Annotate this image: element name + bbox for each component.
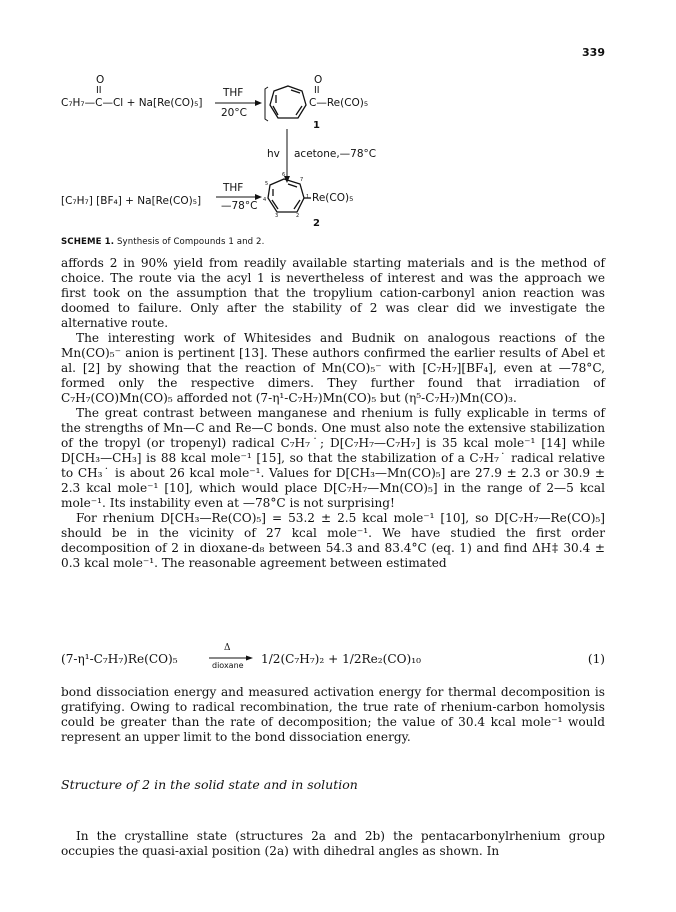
ring-locant-4: 4 bbox=[263, 197, 267, 203]
ring-locant-3: 3 bbox=[275, 213, 279, 219]
row1-solvent: THF bbox=[223, 87, 244, 99]
paragraph-2: The interesting work of Whitesides and Budnik on analogous reactions of the Mn(CO)₅⁻ anion is pertinent [13]. These authors confirmed the earlier results of Abel et al. [2] by showing that the reaction of Mn(CO)₅⁻ with [C₇H₇][BF₄], even at —78°C, formed only the respective dimers. They further found that irradiation of C₇H₇(CO)Mn(CO)₅ afforded not (7-η¹-C₇H₇)Mn(CO)₅ but (η⁵-C₇H₇)Mn(CO)₃. bbox=[61, 331, 605, 405]
product1-double-bond: II bbox=[314, 85, 320, 96]
product1-o: O bbox=[314, 74, 323, 86]
page-number: 339 bbox=[582, 46, 605, 59]
row1-reactants: C₇H₇—C—Cl + Na[Re(CO)₅] bbox=[61, 97, 203, 109]
row2-temperature: —78°C bbox=[221, 200, 258, 212]
equation-rhs: 1/2(C₇H₇)₂ + 1/2Re₂(CO)₁₀ bbox=[261, 652, 421, 666]
ring-locant-2: 2 bbox=[296, 213, 300, 219]
hv-label: hv bbox=[267, 148, 280, 160]
row2-solvent: THF bbox=[223, 182, 244, 194]
acyl-double-bond: II bbox=[96, 85, 102, 96]
equation-number: (1) bbox=[587, 652, 605, 666]
body-text bbox=[61, 256, 605, 571]
body-text-continued bbox=[61, 685, 605, 745]
body-text-final bbox=[61, 817, 605, 871]
cycloheptatriene-ring-2 bbox=[268, 179, 311, 212]
equation-heat: Δ bbox=[224, 643, 231, 653]
paragraph-1: affords 2 in 90% yield from readily available starting materials and is the method of choice. The route via the acyl 1 is nevertheless of interest and was the approach we first took on the assumption that the tropylium cation-carbonyl anion reaction was doomed to failure. Only after the stability of 2 was clear did we investigate the alternative route. bbox=[61, 256, 605, 330]
caption-text: Synthesis of Compounds 1 and 2. bbox=[116, 237, 265, 247]
ring-locant-5: 5 bbox=[265, 181, 269, 187]
paragraph-6: In the crystalline state (structures 2a and 2b) the pentacarbonylrhenium group occupies the quasi-axial position (2a) with dihedral angles as shown. In bbox=[61, 829, 605, 859]
paragraph-3: The great contrast between manganese and rhenium is fully explicable in terms of the strengths of Mn—C and Re—C bonds. One must also note the extensive stabilization of the tropyl (or tropenyl) radical C₇H₇˙; D[C₇H₇—C₇H₇] is 35 kcal mole⁻¹ [14] while D[CH₃—CH₃] is 88 kcal mole⁻¹ [15], so that the stabilization of a C₇H₇˙ radical relative to CH₃˙ is about 26 kcal mole⁻¹. Values for D[CH₃—Mn(CO)₅] are 27.9 ± 2.3 or 30.9 ± 2.3 kcal mole⁻¹ [10], which would place D[C₇H₇—Mn(CO)₅] in the range of 2—5 kcal mole⁻¹. Its instability even at —78°C is not surprising! bbox=[61, 406, 605, 510]
row1-arrowhead bbox=[255, 100, 262, 106]
caption-label: SCHEME 1. bbox=[61, 237, 115, 247]
cycloheptatriene-ring-1 bbox=[270, 86, 306, 118]
ring-locant-1: 1 bbox=[306, 194, 310, 200]
ring-locant-6: 6 bbox=[282, 172, 286, 178]
scheme-caption bbox=[61, 237, 264, 247]
paragraph-4: For rhenium D[CH₃—Re(CO)₅] = 53.2 ± 2.5 kcal mole⁻¹ [10], so D[C₇H₇—Re(CO)₅] should be in the vicinity of 27 kcal mole⁻¹. We have studied the first order decomposition of 2 in dioxane-d₈ between 54.3 and 83.4°C (eq. 1) and find ΔH‡ 30.4 ± 0.3 kcal mole⁻¹. The reasonable agreement between estimated bbox=[61, 511, 605, 570]
row1-temperature: 20°C bbox=[221, 107, 247, 119]
equation-lhs: (7-η¹-C₇H₇)Re(CO)₅ bbox=[61, 652, 178, 666]
ring-locant-7: 7 bbox=[300, 177, 304, 183]
product1-formula: C—Re(CO)₅ bbox=[309, 97, 369, 109]
compound-label-2: 2 bbox=[313, 218, 320, 229]
scheme-drawing bbox=[0, 0, 676, 250]
equation-solvent: dioxane bbox=[212, 661, 244, 670]
acyl-o: O bbox=[96, 74, 105, 86]
reaction-scheme bbox=[0, 0, 676, 250]
bracket-left-1 bbox=[265, 87, 268, 121]
paragraph-5: bond dissociation energy and measured activation energy for thermal decomposition is gratifying. Owing to radical recombination, the true rate of rhenium-carbon homolysis could be greater than the rate of decomposition; the value of 30.4 kcal mole⁻¹ would represent an upper limit to the bond dissociation energy. bbox=[61, 685, 605, 744]
equation-1 bbox=[61, 643, 605, 682]
compound-label-1: 1 bbox=[313, 120, 320, 131]
section-heading: Structure of 2 in the solid state and in solution bbox=[61, 777, 358, 792]
product2-formula: Re(CO)₅ bbox=[312, 192, 354, 204]
row2-reactants: [C₇H₇] [BF₄] + Na[Re(CO)₅] bbox=[61, 195, 202, 207]
equation-arrow bbox=[209, 643, 253, 673]
photolysis-conditions: acetone,—78°C bbox=[294, 148, 377, 160]
